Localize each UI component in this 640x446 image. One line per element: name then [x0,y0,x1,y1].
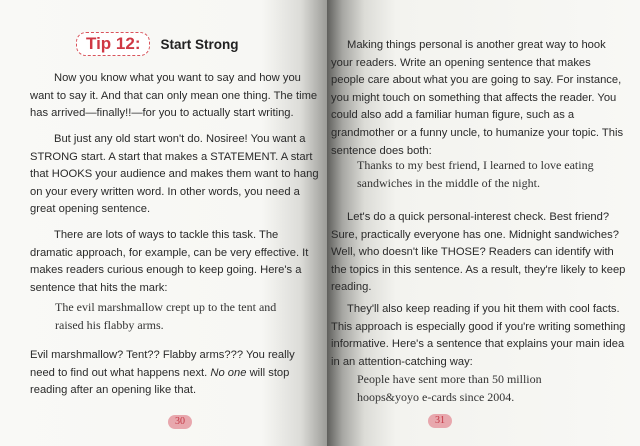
right-quote-2: People have sent more than 50 million hoops&yoyo e-cards since 2004. [357,372,542,404]
left-paragraph-4-emphasis: No one [210,366,247,379]
right-quote-1: Thanks to my best friend, I learned to love eating sandwiches in the middle of the night. [357,158,594,190]
left-paragraph-3: There are lots of ways to tackle this task. The dramatic approach, for example, can be very effective. It makes readers curious enough to keep going. Here's a sentence that hits the mark: [30,229,309,294]
right-page-number: 31 [428,414,452,428]
left-quote: The evil marshmallow crept up to the tent and raised his flabby arms. [55,300,277,332]
left-paragraph-4-start: Evil marshmallow? Tent?? Flabby arms??? You really need to find out what happens next. [30,349,295,379]
tip-heading [76,31,239,57]
left-paragraph-2: But just any old start won't do. Nosiree! You want a STRONG start. A start that makes a STATEMENT. A start that HOOKS your audience and makes them want to hang on your every written word. In other words, you need a great opening sentence. [30,133,319,216]
right-paragraph-1: Making things personal is another great way to hook your readers. Write an opening sentence that makes people care about what you are going to say. For instance, you might touch on something that affects the reader. You could also add a familiar human figure, such as a grandmother or a funny uncle, to humanize your topic. This sentence does both: [331,39,624,157]
right-paragraph-2: Let's do a quick personal-interest check. Best friend? Sure, practically everyone has one. Midnight sandwiches? Well, who doesn't like THOSE? Readers can identify with the topics in this sentence. As a result, they're likely to keep reading. [331,211,626,294]
left-paragraph-1: Now you know what you want to say and how you want to say it. And that can only mean one thing. The time has arrived—finally!!—for you to actually start writing. [30,72,318,120]
right-paragraph-3: They'll also keep reading if you hit them with cool facts. This approach is especially good if you're writing something informative. Here's a sentence that explains your main idea in an attention-catching way: [331,303,626,368]
left-paragraph-4-end: will stop reading after an opening like that. [30,366,290,397]
left-page-number: 30 [168,415,192,429]
tip-label: Tip 12: [76,32,150,56]
left-paragraph-4 [30,347,322,400]
tip-title: Start Strong [160,36,239,52]
right-page [327,0,640,446]
